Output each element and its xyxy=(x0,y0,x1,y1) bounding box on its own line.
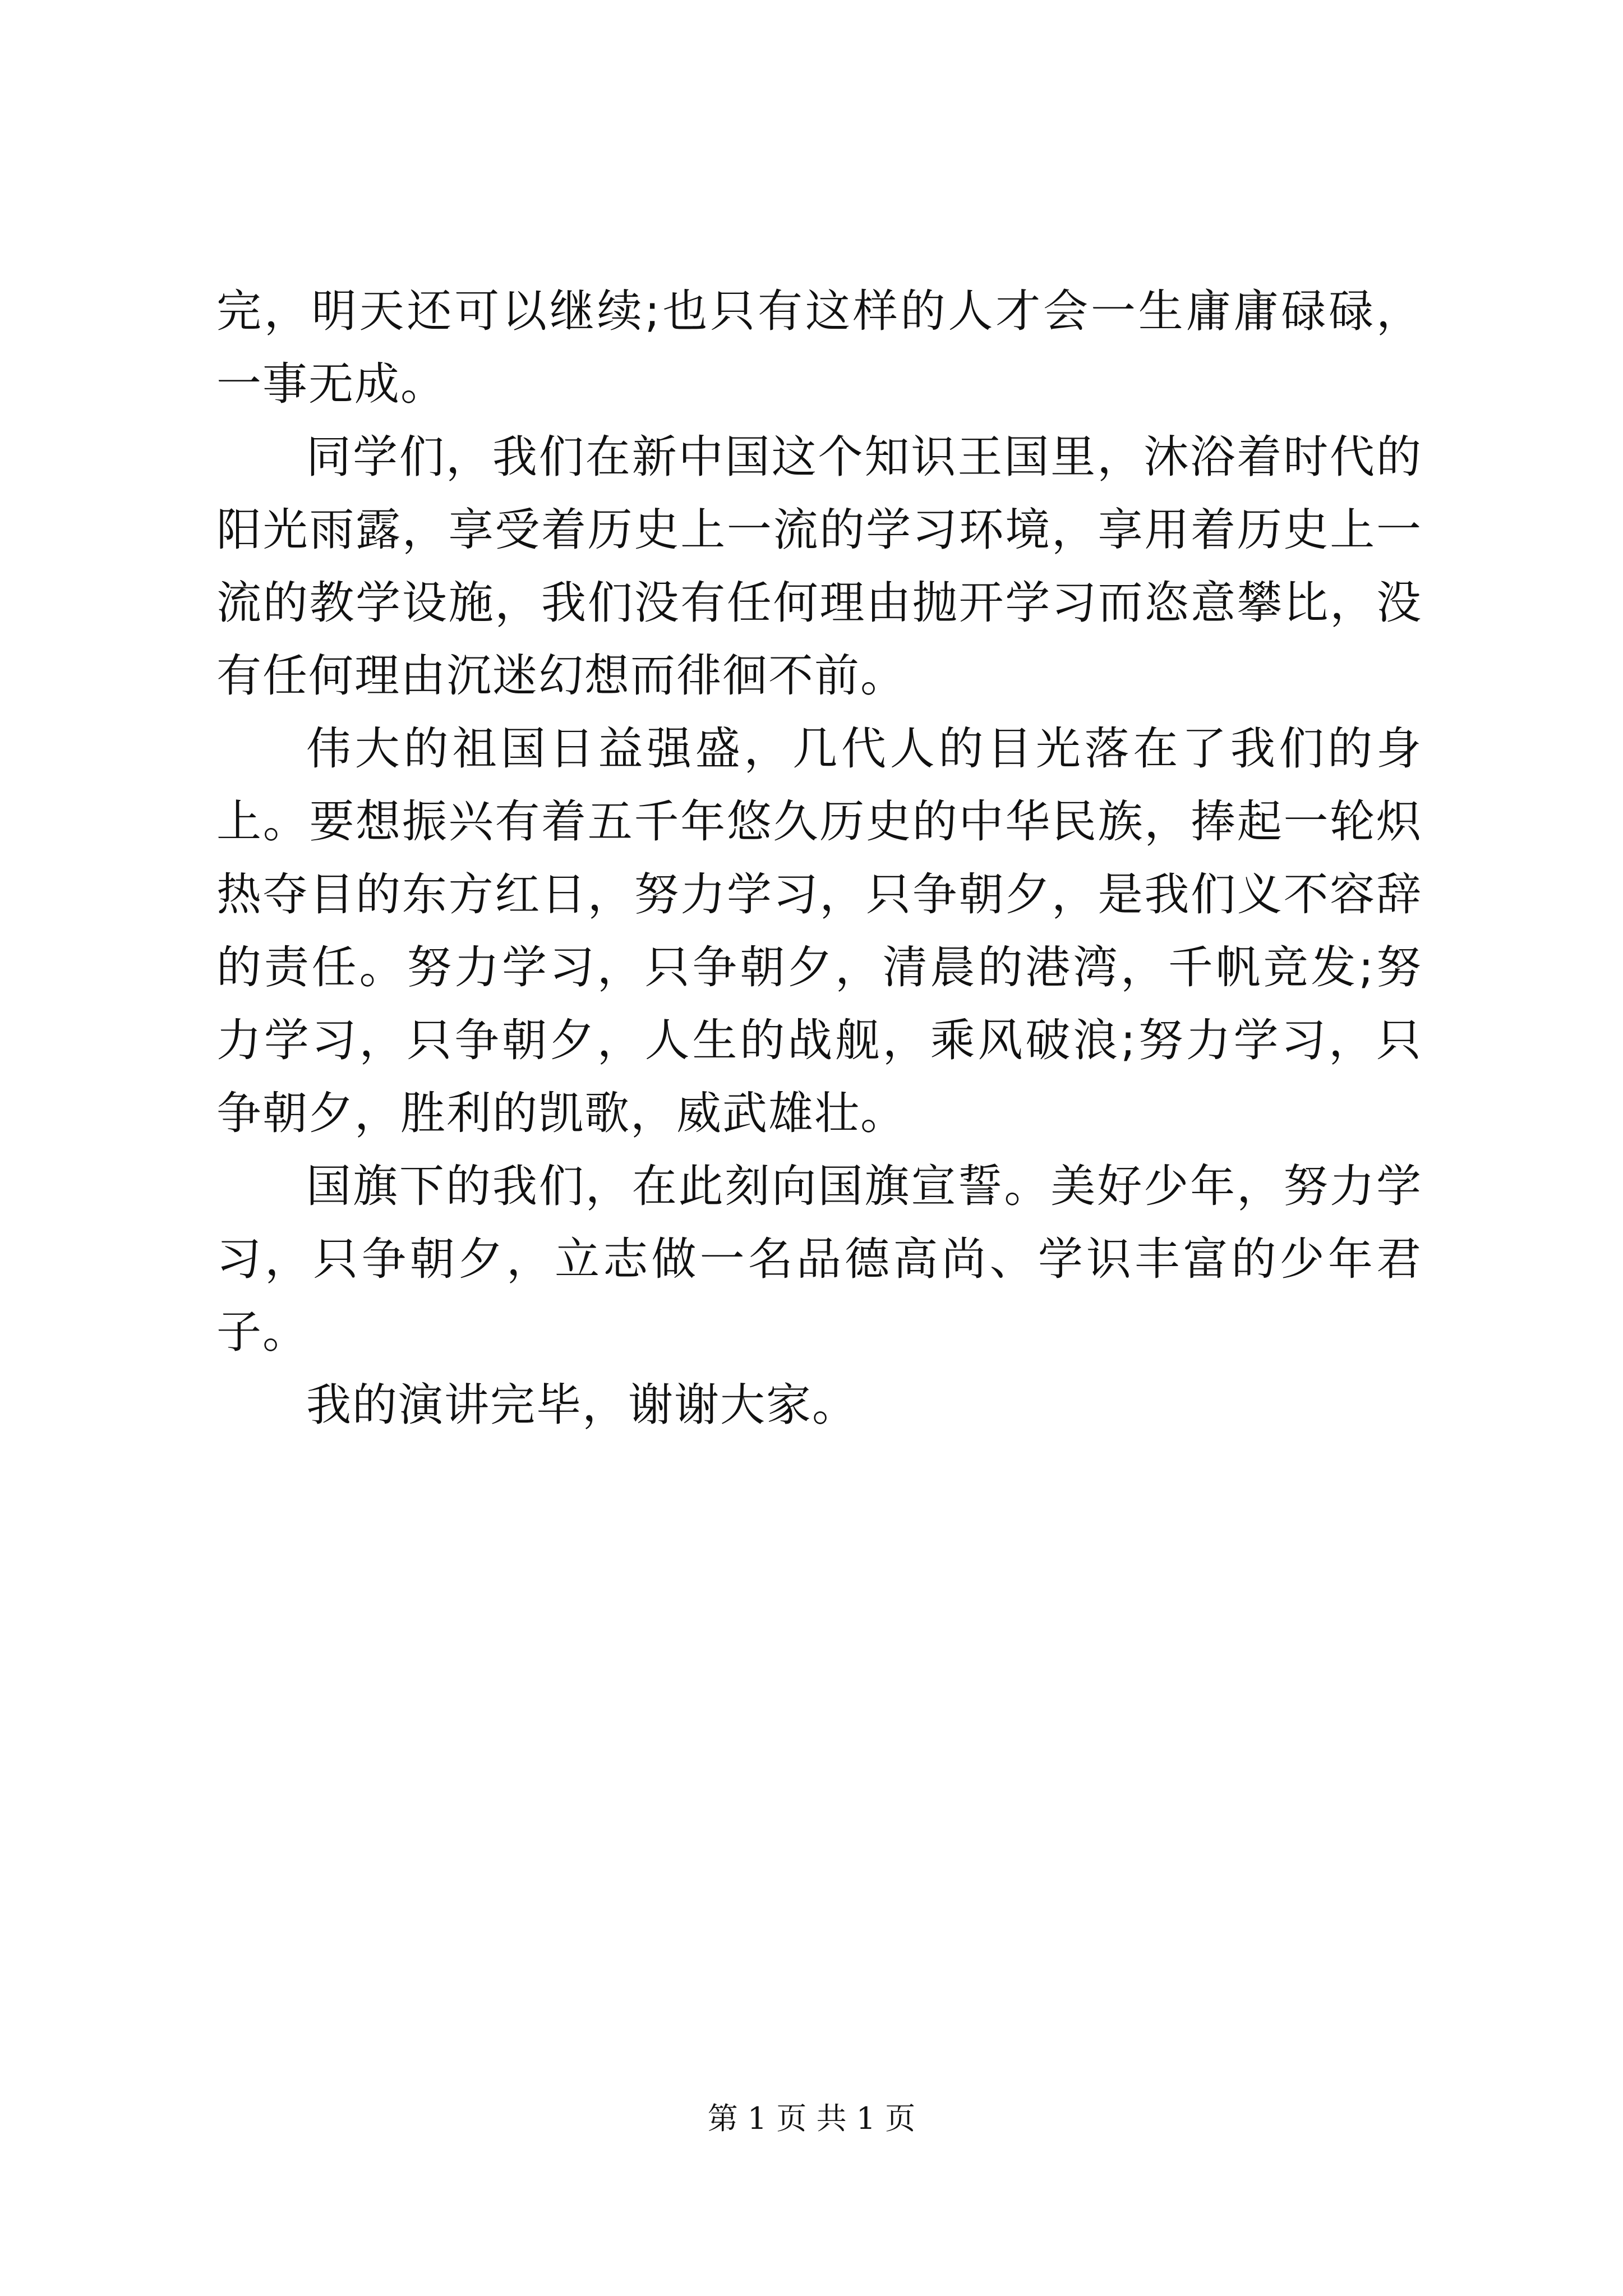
paragraph-2: 同学们，我们在新中国这个知识王国里，沐浴着时代的阳光雨露，享受着历史上一流的学习环境，享用着历史上一流的教学设施，我们没有任何理由抛开学习而恣意攀比，没有任何理由沉迷幻想而徘徊不前。 xyxy=(216,431,1422,702)
document-body xyxy=(216,275,1422,1442)
paragraph-4: 国旗下的我们，在此刻向国旗宣誓。美好少年，努力学习，只争朝夕，立志做一名品德高尚、学识丰富的少年君子。 xyxy=(216,1160,1422,1358)
page-footer: 第 1 页 共 1 页 xyxy=(707,2101,916,2136)
paragraph-3: 伟大的祖国日益强盛，几代人的目光落在了我们的身上。要想振兴有着五千年悠久历史的中华民族，捧起一轮炽热夺目的东方红日，努力学习，只争朝夕，是我们义不容辞的责任。努力学习，只争朝夕，清晨的港湾，千帆竞发;努力学习，只争朝夕，人生的战舰，乘风破浪;努力学习，只争朝夕，胜利的凯歌，威武雄壮。 xyxy=(216,723,1422,1139)
paragraph-1: 完，明天还可以继续;也只有这样的人才会一生庸庸碌碌，一事无成。 xyxy=(216,285,1422,410)
paragraph-5: 我的演讲完毕，谢谢大家。 xyxy=(306,1379,858,1431)
